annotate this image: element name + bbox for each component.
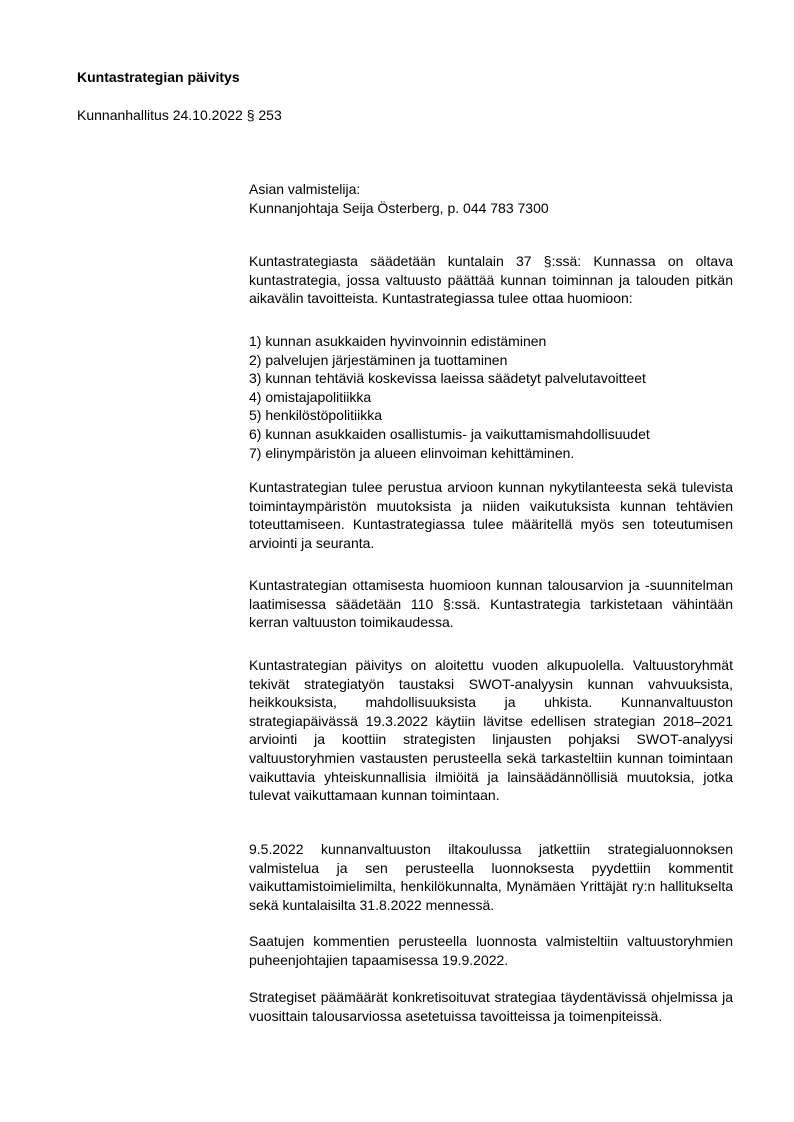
paragraph-budget — [249, 576, 733, 632]
paragraph-update — [249, 656, 733, 805]
list-item: 1) kunnan asukkaiden hyvinvoinnin edistäminen — [249, 333, 547, 349]
paragraph-text: Saatujen kommentien perusteella luonnosta valmisteltiin valtuustoryhmien puheenjohtajien tapaamisessa 19.9.2022. — [249, 933, 733, 968]
list-item: 5) henkilöstöpolitiikka — [249, 407, 383, 424]
paragraph-text: Kuntastrategiasta säädetään kuntalain 37 §:ssä: Kunnassa on oltava kuntastrategia, jossa valtuusto päättää kunnan toiminnan ja talouden pitkän aikavälin tavoitteista. Kuntastrategiassa tulee ottaa huomioon: — [249, 253, 733, 307]
list-item: 7) elinympäristön ja alueen elinvoiman kehittäminen. — [249, 444, 575, 461]
paragraph-comments — [249, 932, 733, 969]
preparer-name: Kunnanjohtaja Seija Österberg, p. 044 783 7300 — [249, 199, 549, 216]
paragraph-basis — [249, 478, 733, 552]
paragraph-evening-school — [249, 840, 733, 914]
list-item: 6) kunnan asukkaiden osallistumis- ja vaikuttamismahdollisuudet — [249, 425, 650, 442]
list-item: 2) palvelujen järjestäminen ja tuottaminen — [249, 351, 508, 368]
list-item: 4) omistajapolitiikka — [249, 388, 372, 405]
paragraph-law-intro — [249, 252, 733, 308]
paragraph-text: Strategiset päämäärät konkretisoituvat strategiaa täydentävissä ohjelmissa ja vuosittain talousarviossa asetetuissa tavoitteissa ja toimenpiteissä. — [249, 989, 733, 1024]
list-item: 3) kunnan tehtäviä koskevissa laeissa säädetyt palvelutavoitteet — [249, 370, 646, 387]
considerations-list — [249, 332, 733, 462]
paragraph-text: Kuntastrategian päivitys on aloitettu vuoden alkupuolella. Valtuustoryhmät tekivät strategiatyön taustaksi SWOT-analyysin kunnan vahvuuksista, heikkouksista, mahdollisuuksista ja uhkista. Kunnanvaltuuston strategiapäivässä 19.3.2022 käytiin lävitse edellisen strategian 2018–2021 arviointi ja koottiin strategisten linjausten pohjaksi SWOT-analyysi valtuustoryhmien vastausten perusteella sekä tarkasteltiin kunnan toimintaan vaikuttavia yhteiskunnallisia ilmiöitä ja lainsäädännöllisiä muutoksia, jotka tulevat vaikuttamaan kunnan toimintaan. — [249, 657, 733, 804]
paragraph-text: 9.5.2022 kunnanvaltuuston iltakoulussa jatkettiin strategialuonnoksen valmistelua ja sen perusteella luonnoksesta pyydettiin kommentit vaikuttamistoimielimilta, henkilökunnalta, Mynämäen Yrittäjät ry:n hallitukselta sekä kuntalaisilta 31.8.2022 mennessä. — [249, 841, 733, 913]
meeting-reference: Kunnanhallitus 24.10.2022 § 253 — [77, 107, 282, 123]
paragraph-goals — [249, 988, 733, 1025]
preparer-block — [249, 180, 733, 217]
paragraph-text: Kuntastrategian ottamisesta huomioon kunnan talousarvion ja -suunnitelman laatimisessa säädetään 110 §:ssä. Kuntastrategia tarkistetaan vähintään kerran valtuuston toimikaudessa. — [249, 577, 733, 631]
paragraph-text: Kuntastrategian tulee perustua arvioon kunnan nykytilanteesta sekä tulevista toimintaympäristön muutoksista ja niiden vaikutuksista kunnan tehtävien toteuttamiseen. Kuntastrategiassa tulee määritellä myös sen toteutumisen arviointi ja seuranta. — [249, 479, 733, 551]
document-title: Kuntastrategian päivitys — [77, 69, 240, 85]
preparer-label: Asian valmistelija: — [249, 181, 361, 197]
